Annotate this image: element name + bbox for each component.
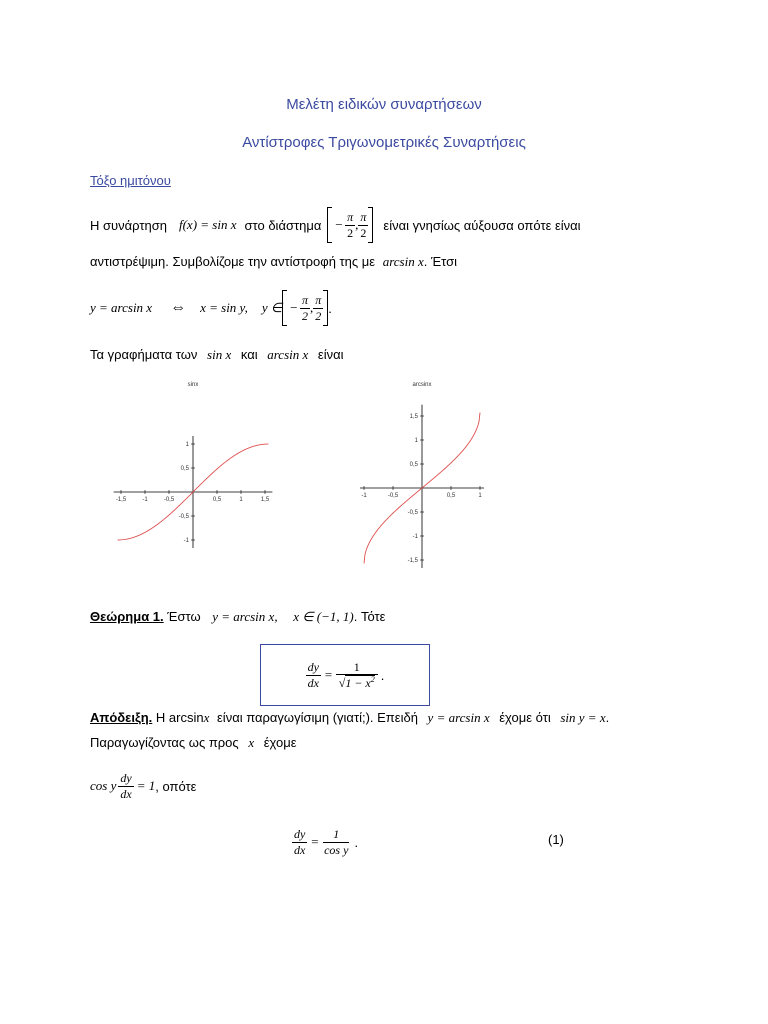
p3-arcsin: arcsin x: [267, 347, 309, 362]
p2-text-c: . Έτσι: [423, 254, 458, 269]
proof-line2-c: έχομε: [263, 735, 297, 750]
y-tick-label: 0,5: [409, 462, 418, 468]
p2-text-a: αντιστρέψιμη. Συμβολίζομε την αντίστροφή της με: [90, 254, 376, 269]
eq1-left: y = arcsin x: [90, 300, 153, 315]
y-tick-label: -1: [183, 538, 189, 544]
paragraph-3: [90, 347, 344, 363]
page-subtitle: Αντίστροφες Τριγωνομετρικές Συναρτήσεις: [242, 134, 526, 151]
eq2-equals: = 1: [136, 778, 156, 793]
proof-line2-a: Παραγωγίζοντας ως προς: [90, 735, 239, 750]
equation-1: y = arcsin x ⇔ x = sin y, y ∈ − $\frac{\pi}{2}$ , $\frac{\pi}{2}$ .: [90, 288, 332, 328]
proof-text-c: είναι παραγωγίσιμη (γιατί;). Επειδή: [217, 710, 418, 725]
proof-line-1: [90, 710, 609, 726]
equation-2: cos y $\frac{dy}{dx}$ = 1 , οπότε: [90, 771, 197, 801]
p1-fx: f(x) = sin x: [178, 217, 237, 232]
x-tick-label: 0,5: [446, 493, 456, 499]
p1-text-a: Η συνάρτηση: [90, 217, 167, 233]
proof-text-a: Η arcsin: [155, 710, 204, 725]
p3-and: και: [240, 347, 258, 362]
p2-arcsin: arcsin x: [382, 254, 424, 269]
x-tick-label: -1: [361, 493, 367, 499]
theorem-text-d: . Τότε: [353, 609, 386, 624]
p3-text-a: Τα γραφήματα των: [90, 347, 198, 362]
proof-label: Απόδειξη.: [90, 710, 153, 725]
y-tick-label: -0,5: [407, 510, 418, 516]
sinx-chart: [108, 378, 278, 548]
x-tick-label: -0,5: [387, 493, 399, 499]
y-tick-label: -1: [412, 534, 418, 540]
y-tick-label: 1: [414, 438, 418, 444]
theorem-label: Θεώρημα 1.: [90, 609, 164, 624]
eq2-text: , οπότε: [155, 778, 197, 794]
proof-text-e: έχομε ότι: [499, 710, 551, 725]
derivative-formula: $\frac{dy}{dx}$ = $\frac{1}{√1 - x^2}$ .: [307, 659, 385, 690]
proof-siny: sin y = x: [560, 710, 606, 725]
y-tick-label: -0,5: [178, 514, 189, 520]
paragraph-2: [90, 254, 457, 270]
equation-number: (1): [548, 832, 564, 847]
proof-x: x: [203, 710, 210, 725]
proof-line2-x: x: [248, 735, 255, 750]
chart-title: arcsinx: [412, 382, 432, 388]
p1-text-b: στο διάστημα: [244, 217, 322, 233]
p3-sin: sin x: [207, 347, 232, 362]
y-tick-label: 1: [185, 442, 189, 448]
p1-text-c: είναι γνησίως αύξουσα οπότε είναι: [383, 217, 581, 233]
x-tick-label: 0,5: [212, 497, 222, 503]
proof-line-2: [90, 735, 297, 751]
y-tick-label: 0,5: [180, 466, 189, 472]
y-tick-label: 1,5: [409, 414, 418, 420]
x-tick-label: -1,5: [115, 497, 127, 503]
paragraph-1: [90, 205, 581, 245]
x-tick-label: 1: [478, 493, 482, 499]
theorem-box: [260, 644, 430, 706]
equation-3: $\frac{dy}{dx}$ = $\frac{1}{\text{cos y}}$ .: [294, 827, 359, 857]
proof-period: .: [605, 710, 610, 725]
interval-bracket: − $\frac{\pi}{2}$ , $\frac{\pi}{2}$: [327, 207, 373, 243]
proof-arcsin: y = arcsin x: [427, 710, 490, 725]
theorem-line: [90, 609, 385, 625]
x-tick-label: -1: [142, 497, 148, 503]
p3-text-e: είναι: [317, 347, 344, 362]
theorem-y: y = arcsin x,: [212, 609, 278, 624]
eq2-cos: cos y: [90, 778, 117, 793]
eq1-mid: x = sin y,: [200, 300, 248, 315]
x-tick-label: -0,5: [163, 497, 175, 503]
chart-title: sinx: [187, 382, 199, 388]
page-title: Μελέτη ειδικών συναρτήσεων: [286, 96, 482, 113]
x-tick-label: 1,5: [260, 497, 270, 503]
interval-bracket-2: − $\frac{\pi}{2}$ , $\frac{\pi}{2}$: [282, 290, 328, 326]
x-tick-label: 1: [239, 497, 243, 503]
theorem-text-a: Έστω: [167, 609, 201, 624]
arcsinx-chart: [352, 378, 492, 568]
eq1-right: y ∈: [261, 300, 283, 315]
iff-symbol: ⇔: [170, 299, 187, 316]
y-tick-label: -1,5: [407, 558, 418, 564]
section-heading: Τόξο ημιτόνου: [90, 173, 171, 188]
theorem-x-range: x ∈ (−1, 1): [293, 609, 354, 624]
